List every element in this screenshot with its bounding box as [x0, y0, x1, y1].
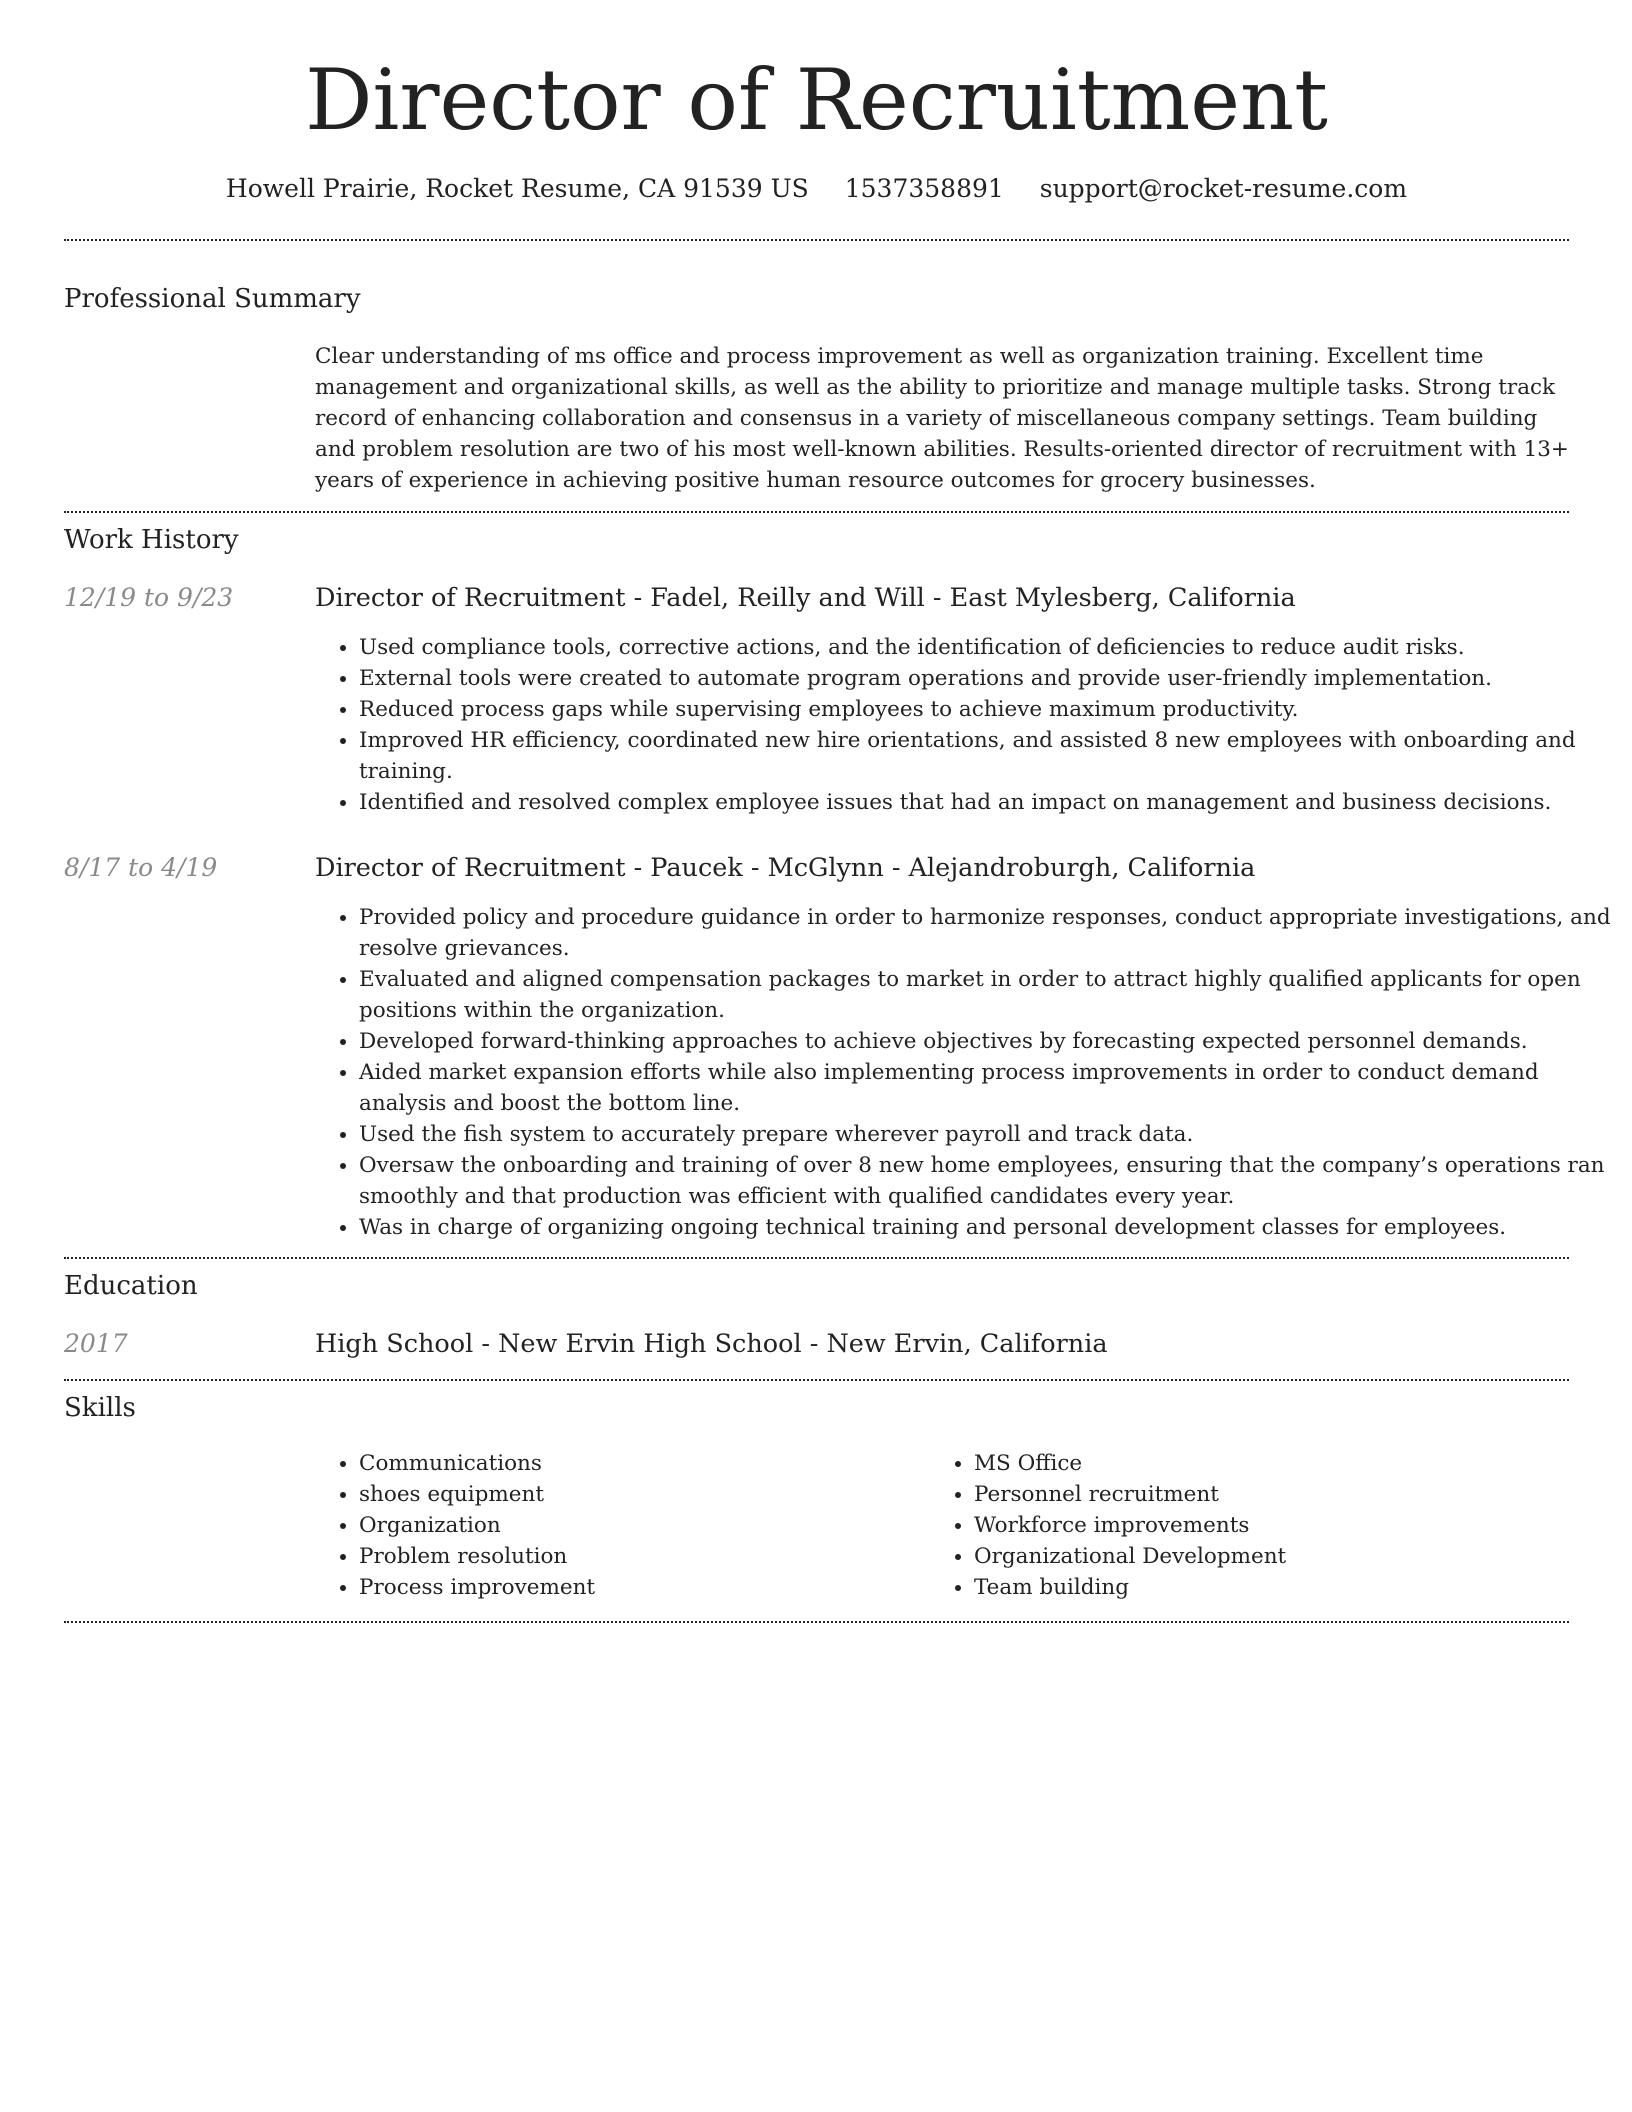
resume-name: Director of Recruitment — [305, 51, 1328, 149]
list-item: • Improved HR efficiency, coordinated new hire orientations, and assisted 8 new employees with onboarding and training. — [359, 725, 1613, 787]
list-item: • Workforce improvements — [974, 1510, 1574, 1541]
skills-section-title: Skills — [64, 1393, 136, 1423]
list-item: • Personnel recruitment — [974, 1479, 1574, 1510]
list-item: • Was in charge of organizing ongoing technical training and personal development classes for employees. — [359, 1212, 1613, 1243]
header-divider — [64, 239, 1569, 241]
summary-divider — [64, 511, 1569, 513]
work-section-title: Work History — [64, 525, 239, 555]
list-item: • Used compliance tools, corrective actions, and the identification of deficiencies to reduce audit risks. — [359, 632, 1613, 663]
contact-line — [64, 172, 1569, 206]
list-item: • Communications — [359, 1448, 959, 1479]
job-bullets — [315, 632, 1613, 818]
job-dates: 8/17 to 4/19 — [64, 853, 218, 882]
list-item: • Aided market expansion efforts while also implementing process improvements in order to conduct demand analysis and boost the bottom line. — [359, 1057, 1613, 1119]
education-year: 2017 — [64, 1329, 128, 1358]
list-item: • shoes equipment — [359, 1479, 959, 1510]
list-item: • Process improvement — [359, 1572, 959, 1603]
skills-list-left — [315, 1448, 959, 1603]
job-bullets — [315, 902, 1613, 1243]
list-item: • Organizational Development — [974, 1541, 1574, 1572]
education-divider — [64, 1379, 1569, 1381]
list-item: • MS Office — [974, 1448, 1574, 1479]
list-item: • External tools were created to automate program operations and provide user-friendly implementation. — [359, 663, 1613, 694]
summary-section-title: Professional Summary — [64, 284, 361, 314]
contact-address: Howell Prairie, Rocket Resume, CA 91539 US — [225, 174, 809, 203]
list-item: • Reduced process gaps while supervising employees to achieve maximum productivity. — [359, 694, 1613, 725]
job-title: Director of Recruitment - Paucek - McGlynn - Alejandroburgh, California — [315, 853, 1256, 883]
job-dates: 12/19 to 9/23 — [64, 583, 234, 612]
work-divider — [64, 1257, 1569, 1259]
contact-email: support@rocket-resume.com — [1039, 174, 1408, 203]
education-entry: High School - New Ervin High School - New Ervin, California — [315, 1329, 1108, 1359]
list-item: • Organization — [359, 1510, 959, 1541]
summary-text: Clear understanding of ms office and process improvement as well as organization training. Excellent time management and organizational skills, as well as the ability to prioritize and manage multiple tasks. Strong track record of enhancing collaboration and consensus in a variety of miscellaneous company settings. Team building and problem resolution are two of his most well-known abilities. Results-oriented director of recruitment with 13+ years of experience in achieving positive human resource outcomes for grocery businesses. — [315, 344, 1569, 493]
list-item: • Developed forward-thinking approaches to achieve objectives by forecasting expected personnel demands. — [359, 1026, 1613, 1057]
list-item: • Evaluated and aligned compensation packages to market in order to attract highly qualified applicants for open positions within the organization. — [359, 964, 1613, 1026]
list-item: • Used the fish system to accurately prepare wherever payroll and track data. — [359, 1119, 1613, 1150]
list-item: • Team building — [974, 1572, 1574, 1603]
list-item: • Oversaw the onboarding and training of over 8 new home employees, ensuring that the company’s operations ran smoothly and that production was efficient with qualified candidates every year. — [359, 1150, 1613, 1212]
skills-divider — [64, 1621, 1569, 1623]
resume-page — [64, 0, 1611, 1600]
contact-phone: 1537358891 — [844, 174, 1004, 203]
list-item: • Identified and resolved complex employee issues that had an impact on management and business decisions. — [359, 787, 1613, 818]
job-title: Director of Recruitment - Fadel, Reilly and Will - East Mylesberg, California — [315, 583, 1296, 613]
education-section-title: Education — [64, 1271, 198, 1301]
skills-list-right — [930, 1448, 1574, 1603]
list-item: • Problem resolution — [359, 1541, 959, 1572]
list-item: • Provided policy and procedure guidance in order to harmonize responses, conduct appropriate investigations, and resolve grievances. — [359, 902, 1613, 964]
